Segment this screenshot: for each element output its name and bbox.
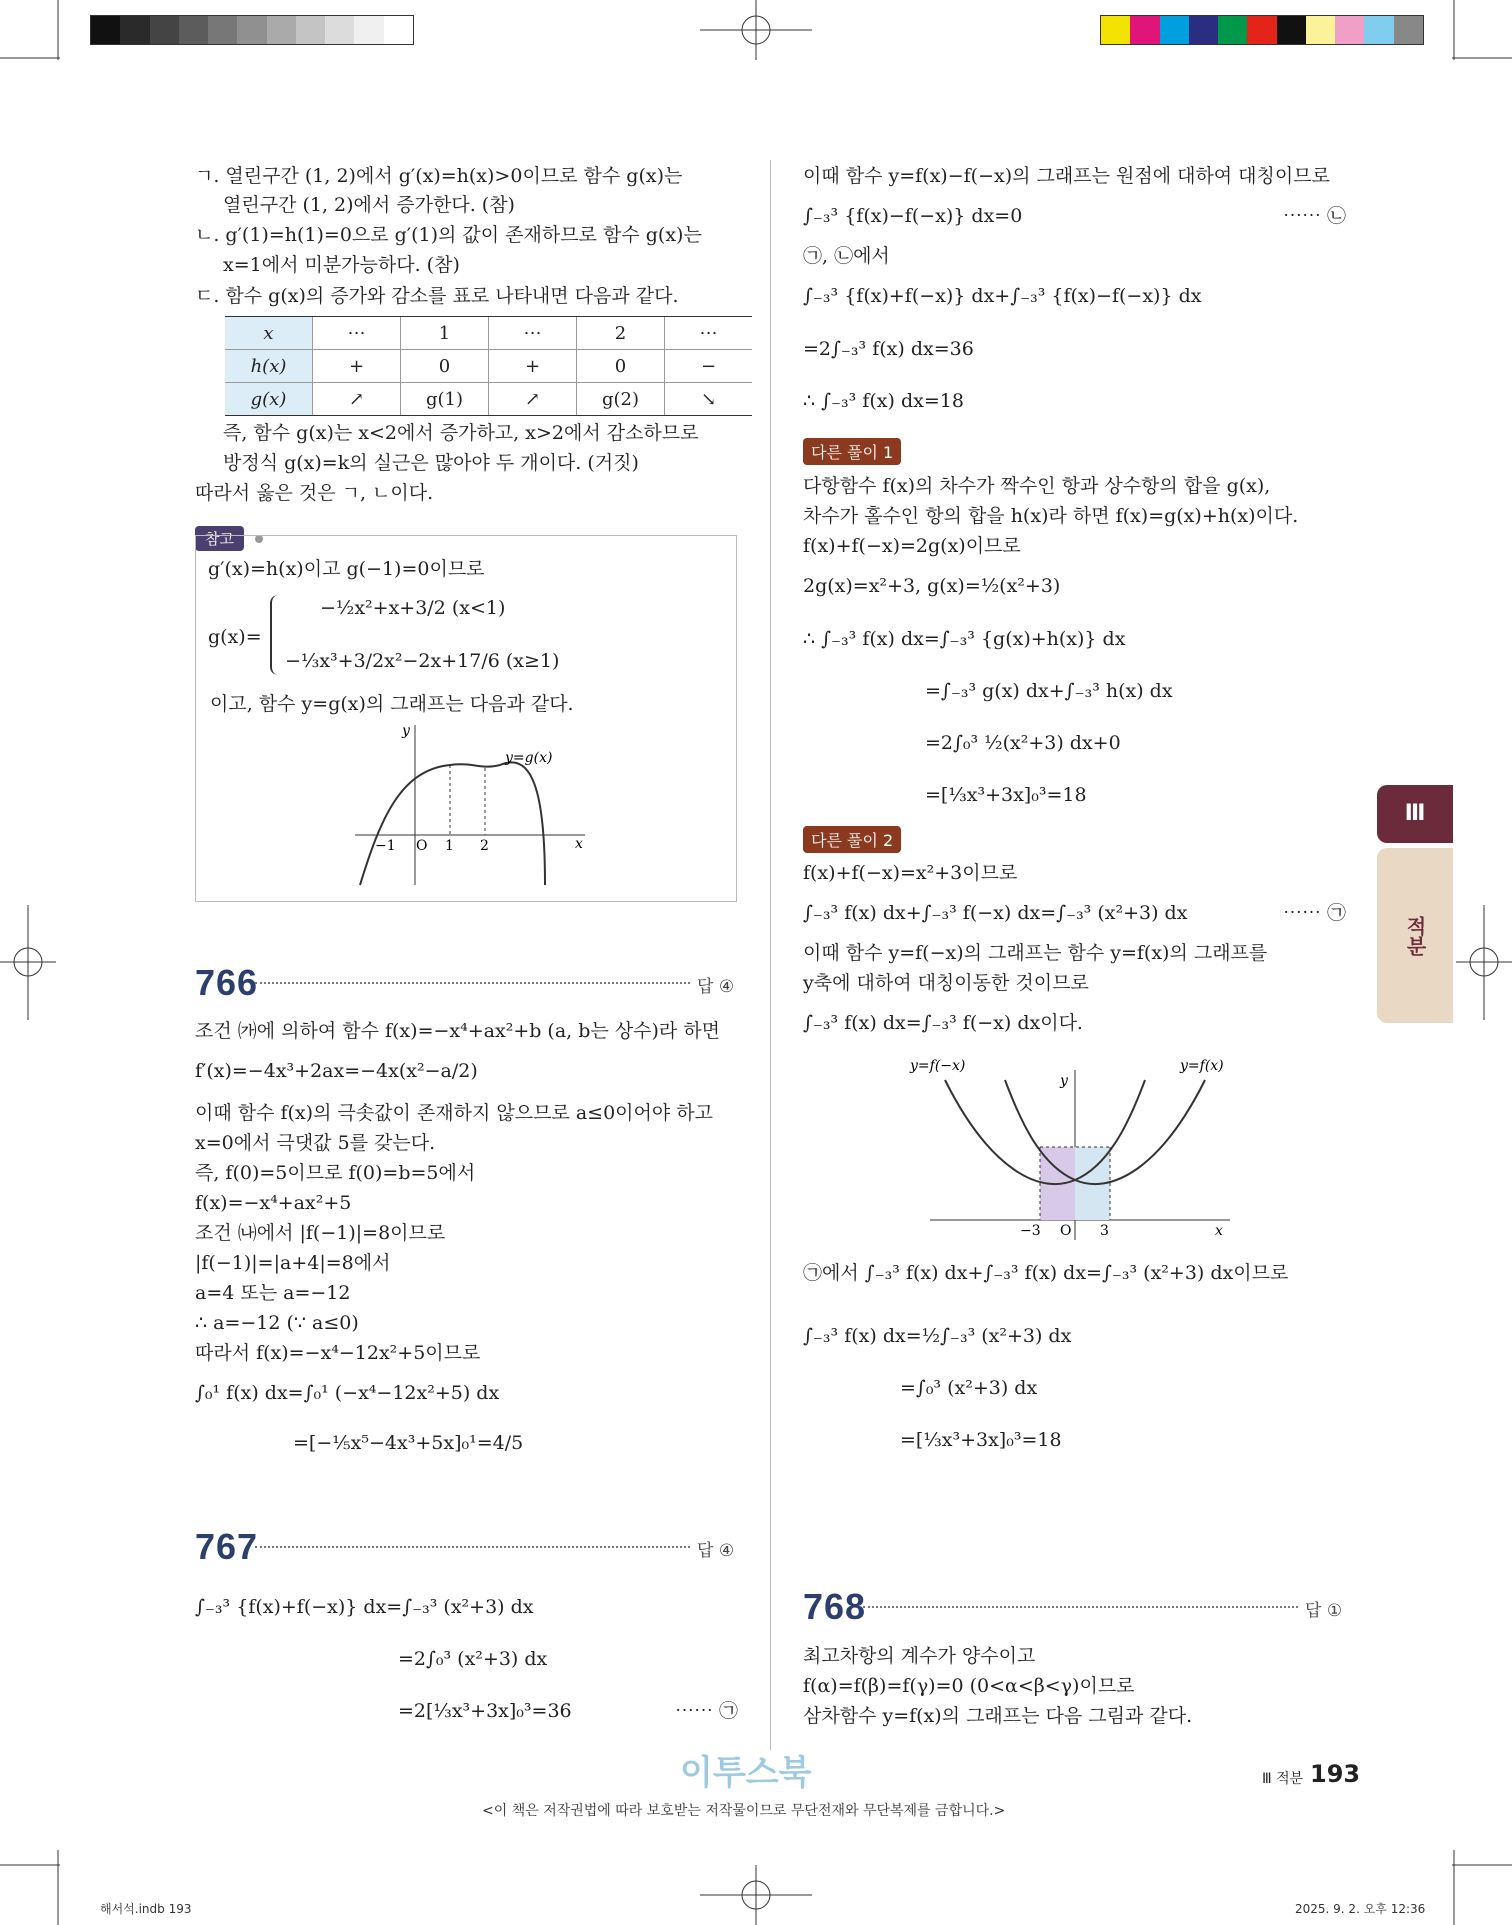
ref-piece-2: −⅓x³+3/2x²−2x+17/6 (x≥1) [285, 650, 560, 672]
sol-line: ∴ ∫₋₃³ f(x) dx=18 [803, 390, 964, 412]
sol-line: ∫₋₃³ {f(x)+f(−x)} dx=∫₋₃³ (x²+3) dx [195, 1596, 534, 1618]
stmt-c: ㄷ. 함수 g(x)의 증가와 감소를 표로 나타내면 다음과 같다. [195, 285, 679, 307]
answer-badge: 답 ④ [697, 1541, 735, 1561]
problem-767-number: 767 [195, 1526, 259, 1567]
sol-line: =∫₋₃³ g(x) dx+∫₋₃³ h(x) dx [925, 680, 1173, 702]
sol-line: ∫₀¹ f(x) dx=∫₀¹ (−x⁴−12x²+5) dx [195, 1382, 500, 1404]
sol-line: ∫₋₃³ f(x) dx=∫₋₃³ f(−x) dx이다. [803, 1012, 1083, 1034]
answer-badge: 답 ① [1305, 1601, 1343, 1621]
tick-neg3: −3 [1020, 1223, 1041, 1239]
sol-line: ∫₋₃³ f(x) dx+∫₋₃³ f(−x) dx=∫₋₃³ (x²+3) dx [803, 902, 1188, 924]
sol-line: ∴ a=−12 (∵ a≤0) [195, 1312, 359, 1334]
g-curve [360, 762, 545, 885]
sol-line: 조건 ㈏에서 |f(−1)|=8이므로 [195, 1222, 446, 1244]
sol-line: 삼차함수 y=f(x)의 그래프는 다음 그림과 같다. [803, 1705, 1193, 1727]
sol-line: =2[⅓x³+3x]₀³=36 [398, 1700, 572, 1722]
file-info: 해서석.indb 193 [100, 1902, 192, 1916]
sol-line: |f(−1)|=|a+4|=8에서 [195, 1252, 391, 1274]
stmt-b: ㄴ. g′(1)=h(1)=0으로 g′(1)의 값이 존재하므로 함수 g(x)는 [195, 224, 702, 246]
stmt-b-cont: x=1에서 미분가능하다. (참) [223, 254, 460, 276]
sol-line: =2∫₀³ (x²+3) dx [398, 1648, 548, 1670]
ref-piece-1: −½x²+x+3/2 (x<1) [320, 597, 506, 619]
leader-dots [863, 1606, 1298, 1608]
curve-label: y=g(x) [505, 750, 553, 766]
final-answer-line: 따라서 옳은 것은 ㄱ, ㄴ이다. [195, 482, 434, 504]
page-number: 193 [1310, 1760, 1361, 1788]
tick-2: 2 [480, 838, 489, 854]
sol-line: 즉, f(0)=5이므로 f(0)=b=5에서 [195, 1162, 476, 1184]
y-axis-label: y [402, 723, 410, 739]
sol-line: =[⅓x³+3x]₀³=18 [925, 784, 1087, 806]
sol-line: 차수가 홀수인 항의 합을 h(x)라 하면 f(x)=g(x)+h(x)이다. [803, 505, 1299, 527]
sol-line: x=0에서 극댓값 5를 갖는다. [195, 1132, 436, 1154]
sol-line: =[−⅕x⁵−4x³+5x]₀¹=4/5 [293, 1432, 524, 1454]
symmetry-graph [900, 1050, 1240, 1245]
sol-line: 이때 함수 y=f(x)−f(−x)의 그래프는 원점에 대하여 대칭이므로 [803, 165, 1330, 187]
sol-line: ∫₋₃³ {f(x)+f(−x)} dx+∫₋₃³ {f(x)−f(−x)} dx [803, 285, 1202, 307]
sol-line: f(α)=f(β)=f(γ)=0 (0<α<β<γ)이므로 [803, 1675, 1135, 1697]
sol-line: ∫₋₃³ {f(x)−f(−x)} dx=0 [803, 205, 1023, 227]
copyright-notice: <이 책은 저작권법에 따라 보호받는 저작물이므로 무단전재와 무단복제를 금합니다.> [482, 1803, 1006, 1819]
print-timestamp: 2025. 9. 2. 오후 12:36 [1295, 1902, 1426, 1916]
y-axis-label: y [1060, 1073, 1068, 1089]
sol-line: 2g(x)=x²+3, g(x)=½(x²+3) [803, 575, 1061, 597]
x-axis-label: x [1215, 1223, 1223, 1239]
stmt-a: ㄱ. 열린구간 (1, 2)에서 g′(x)=h(x)>0이므로 함수 g(x)는 [195, 165, 683, 187]
sol-line: 조건 ㈎에 의하여 함수 f(x)=−x⁴+ax²+b (a, b는 상수)라 하면 [195, 1020, 721, 1042]
sol-line: ∫₋₃³ f(x) dx=½∫₋₃³ (x²+3) dx [803, 1325, 1072, 1347]
variation-table [225, 316, 752, 416]
chapter-tab-roman: Ⅲ [1377, 785, 1453, 843]
sol-line: =∫₀³ (x²+3) dx [900, 1377, 1038, 1399]
table-row: g(x) ↗ g(1) ↗ g(2) ↘ [225, 383, 752, 416]
sol-line: y축에 대하여 대칭이동한 것이므로 [803, 972, 1089, 994]
reference-tag: 참고 [195, 526, 244, 551]
chapter-tab-label: 적분 [1377, 848, 1453, 1023]
tick-3: 3 [1100, 1223, 1109, 1239]
tick-neg1: −1 [375, 838, 396, 854]
stmt-c-conclusion-2: 방정식 g(x)=k의 실근은 많아야 두 개이다. (거짓) [223, 452, 639, 474]
sol-line: =[⅓x³+3x]₀³=18 [900, 1429, 1062, 1451]
sol-line: 이때 함수 y=f(−x)의 그래프는 함수 y=f(x)의 그래프를 [803, 942, 1268, 964]
alt-solution-1-tag: 다른 풀이 1 [803, 438, 901, 465]
ref-line-1: g′(x)=h(x)이고 g(−1)=0이므로 [208, 558, 485, 580]
tick-origin: O [1060, 1223, 1072, 1239]
equation-mark: ⋯⋯ ㉠ [675, 1700, 739, 1722]
piecewise-brace [270, 595, 282, 675]
sol-line: f(x)+f(−x)=2g(x)이므로 [803, 535, 1021, 557]
sol-line: ㉠, ㉡에서 [803, 245, 890, 267]
stmt-a-cont: 열린구간 (1, 2)에서 증가한다. (참) [223, 194, 515, 216]
tick-1: 1 [445, 838, 454, 854]
equation-mark: ⋯⋯ ㉡ [1283, 205, 1347, 227]
label-f-x: y=f(x) [1180, 1058, 1224, 1074]
table-row: h(x) + 0 + 0 − [225, 350, 752, 383]
g-graph [350, 720, 590, 890]
sol-line: f(x)=−x⁴+ax²+5 [195, 1192, 352, 1214]
x-axis-label: x [575, 836, 583, 852]
answer-badge: 답 ④ [697, 977, 735, 997]
column-divider [770, 160, 771, 1750]
sol-line: 이때 함수 f(x)의 극솟값이 존재하지 않으므로 a≤0이어야 하고 [195, 1102, 713, 1124]
sol-line: ㉠에서 ∫₋₃³ f(x) dx+∫₋₃³ f(x) dx=∫₋₃³ (x²+3) dx이므로 [803, 1262, 1289, 1284]
table-row: x ⋯ 1 ⋯ 2 ⋯ [225, 317, 752, 350]
alt-solution-2-tag: 다른 풀이 2 [803, 826, 901, 853]
sol-line: 최고차항의 계수가 양수이고 [803, 1645, 1036, 1667]
footer-section: Ⅲ 적분 [1262, 1771, 1304, 1787]
problem-768-number: 768 [803, 1586, 867, 1627]
sol-line: ∴ ∫₋₃³ f(x) dx=∫₋₃³ {g(x)+h(x)} dx [803, 628, 1126, 650]
label-f-neg-x: y=f(−x) [910, 1058, 966, 1074]
ref-piecewise-label: g(x)= [208, 626, 262, 648]
logo: 이투스북 [680, 1753, 812, 1793]
tick-origin: O [416, 838, 428, 854]
sol-line: f(x)+f(−x)=x²+3이므로 [803, 862, 1018, 884]
sol-line: =2∫₋₃³ f(x) dx=36 [803, 338, 974, 360]
sol-line: 따라서 f(x)=−x⁴−12x²+5이므로 [195, 1342, 481, 1364]
sol-line: =2∫₀³ ½(x²+3) dx+0 [925, 732, 1121, 754]
stmt-c-conclusion: 즉, 함수 g(x)는 x<2에서 증가하고, x>2에서 감소하므로 [223, 422, 699, 444]
equation-mark: ⋯⋯ ㉠ [1283, 902, 1347, 924]
leader-dots [255, 982, 690, 984]
sol-line: 다항함수 f(x)의 차수가 짝수인 항과 상수항의 합을 g(x), [803, 475, 1271, 497]
leader-dots [255, 1546, 690, 1548]
ref-line-3: 이고, 함수 y=g(x)의 그래프는 다음과 같다. [210, 693, 574, 715]
sol-line: a=4 또는 a=−12 [195, 1282, 351, 1304]
problem-766-number: 766 [195, 962, 259, 1003]
sol-line: f′(x)=−4x³+2ax=−4x(x²−a/2) [195, 1060, 478, 1082]
